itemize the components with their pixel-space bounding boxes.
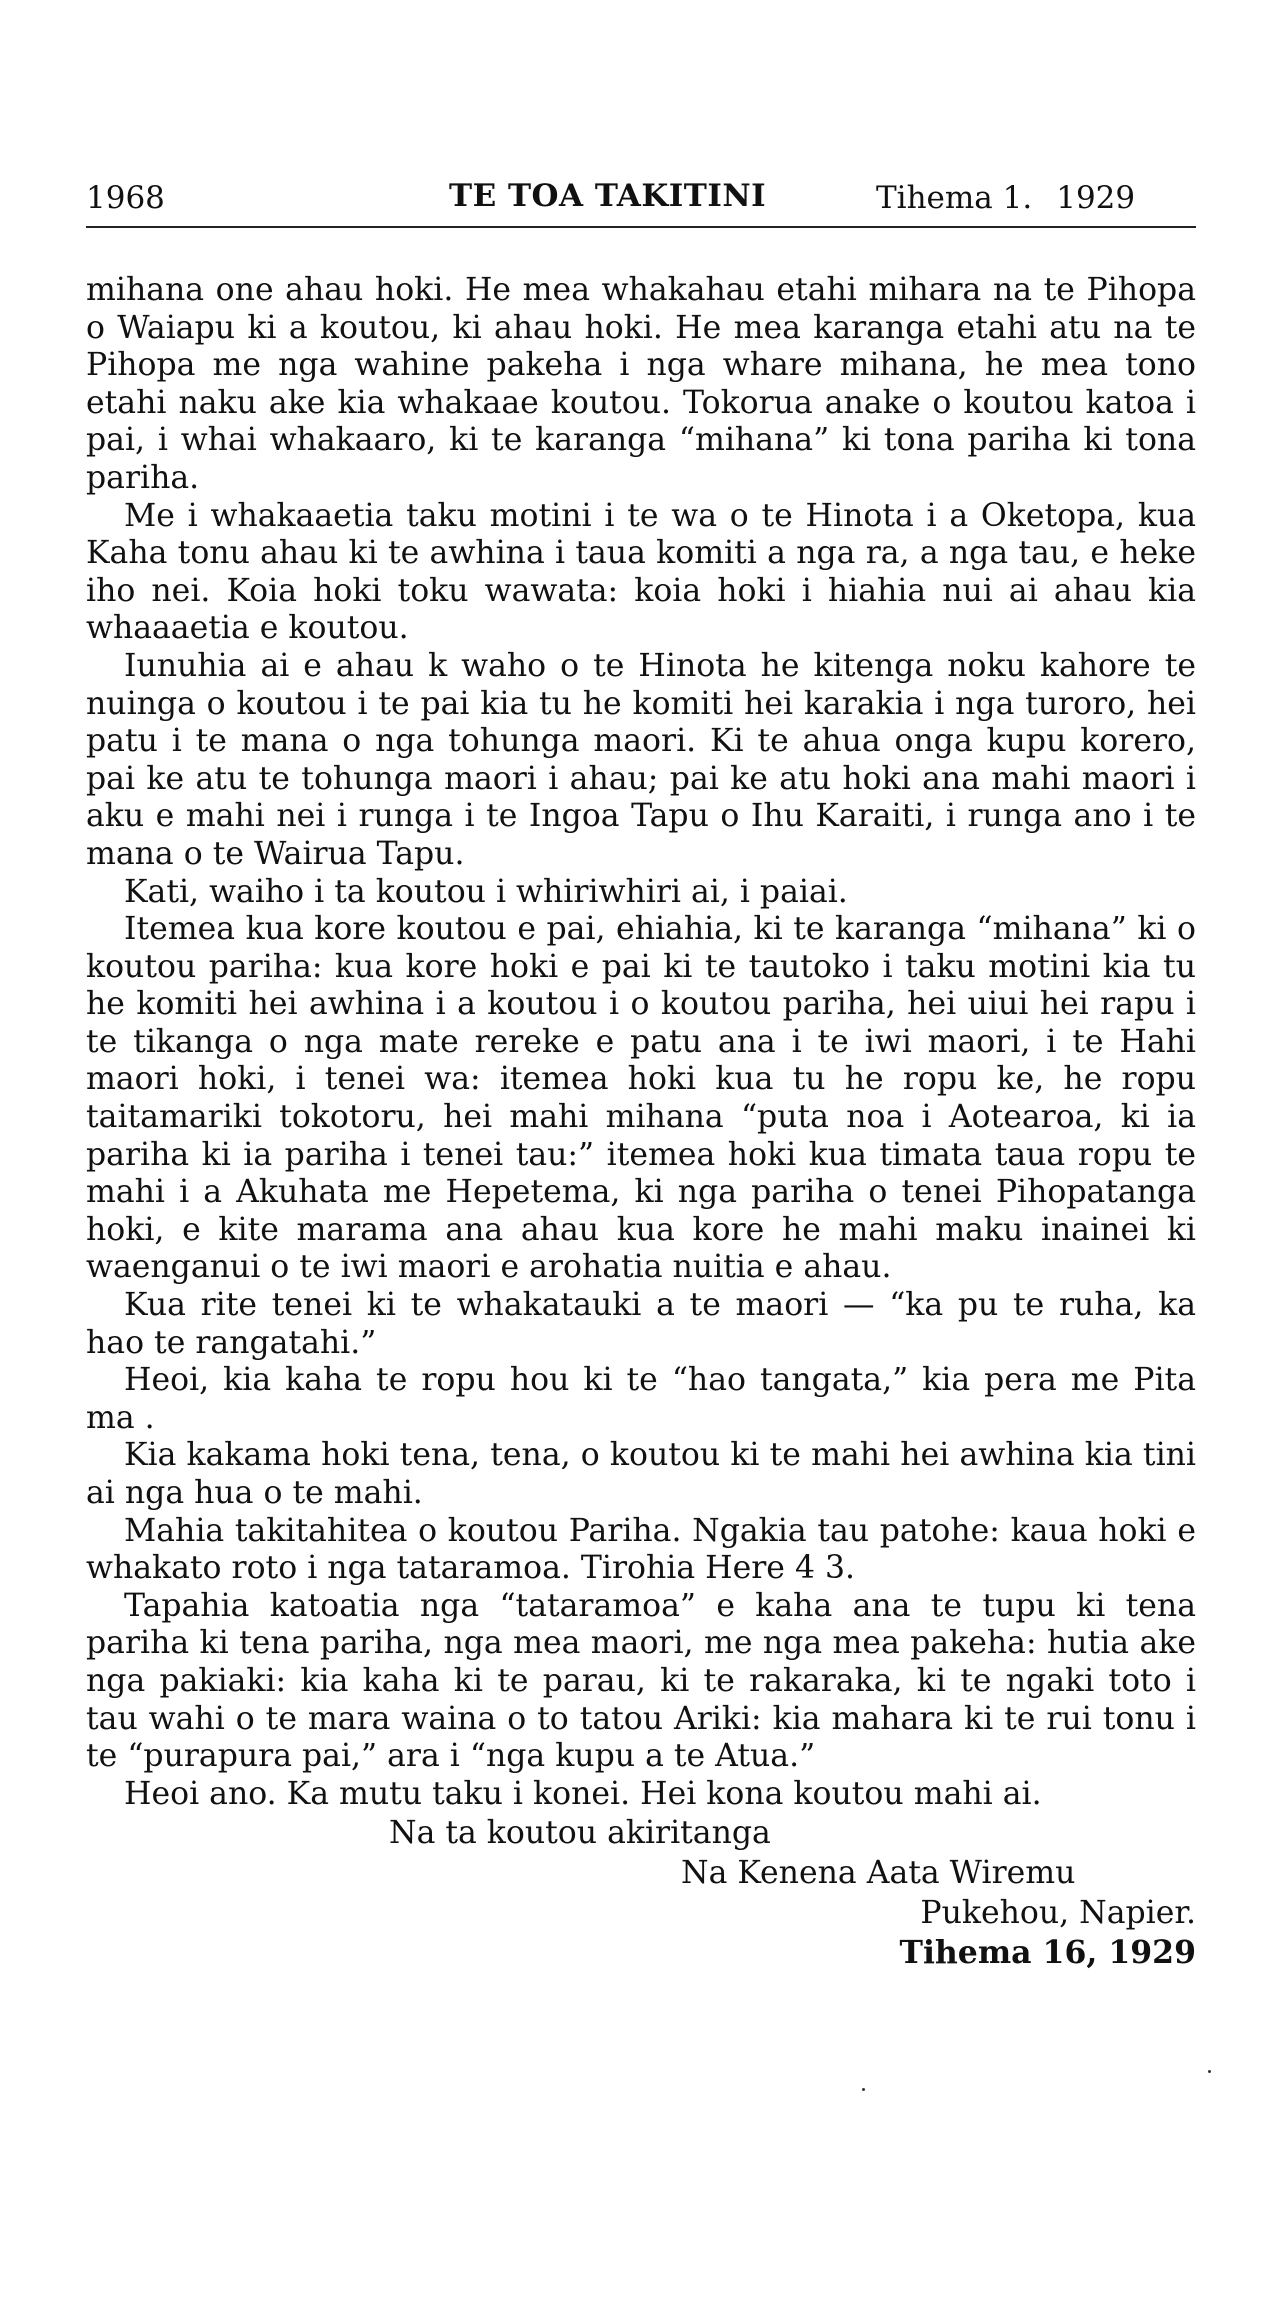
article-body [86, 272, 1196, 1813]
paragraph: Me i whakaaetia taku motini i te wa o te Hinota i a Oketopa, kua Kaha tonu ahau ki te awhina i taua komiti a nga ra, a nga tau, e heke iho nei. Koia hoki toku wawata: koia hoki i hiahia nui ai ahau kia whaaaetia e koutou. [86, 497, 1196, 647]
header-rule [86, 226, 1196, 228]
issue-date [876, 178, 1135, 218]
print-speck [1208, 2070, 1211, 2073]
issue-year: 1929 [1056, 180, 1136, 216]
page-header [86, 170, 1196, 224]
document-page [86, 170, 1196, 1973]
paragraph: Kia kakama hoki tena, tena, o koutou ki te mahi hei awhina kia tini ai nga hua o te mahi. [86, 1437, 1196, 1511]
page-number: 1968 [86, 180, 165, 216]
paragraph: Iunuhia ai e ahau k waho o te Hinota he kitenga noku kahore te nuinga o koutou i te pai kia tu he komiti hei karakia i nga turoro, hei patu i te mana o nga tohunga maori. Ki te ahua onga kupu korero, pai ke atu te tohunga maori i ahau; pai ke atu hoki ana mahi maori i aku e mahi nei i runga i te Ingoa Tapu o Ihu Karaiti, i runga ano i te mana o te Wairua Tapu. [86, 647, 1196, 872]
paragraph: mihana one ahau hoki. He mea whakahau etahi mihara na te Pihopa o Waiapu ki a koutou, ki ahau hoki. He mea karanga etahi atu na te Pihopa me nga wahine pakeha i nga whare mihana, he mea tono etahi naku ake kia whakaae koutou. Tokorua anake o koutou katoa i pai, i whai whakaaro, ki te karanga “mihana” ki tona pariha ki tona pariha. [86, 272, 1196, 496]
paragraph: Kua rite tenei ki te whakatauki a te maori — “ka pu te ruha, ka hao te rangatahi.” [86, 1287, 1196, 1361]
signature-date: Tihema 16, 1929 [899, 1934, 1196, 1972]
paragraph: Tapahia katoatia nga “tataramoa” e kaha ana te tupu ki tena pariha ki tena pariha, nga mea maori, me nga mea pakeha: hutia ake nga pakiaki: kia kaha ki te parau, ki te rakaraka, ki te ngaki toto i tau wahi o te mara waina o to tatou Ariki: kia mahara ki te rui tonu i te “purapura pai,” ara i “nga kupu a te Atua.” [86, 1587, 1196, 1775]
author-name: Na Kenena Aata Wiremu [681, 1855, 1076, 1892]
signature-block [86, 1813, 1196, 1973]
paragraph: Heoi, kia kaha te ropu hou ki te “hao tangata,” kia pera me Pita ma . [86, 1362, 1196, 1436]
paragraph: Itemea kua kore koutou e pai, ehiahia, ki te karanga “mihana” ki o koutou pariha: kua kore hoki e pai ki te tautoko i taku motini kia tu he komiti hei awhina i a koutou i o koutou pariha, hei uiui hei rapu i te tikanga o nga mate rereke e patu ana i te iwi maori, i te Hahi maori hoki, i tenei wa: itemea hoki kua tu he ropu ke, he ropu taitamariki tokotoru, hei mahi mihana “puta noa i Aotearoa, ki ia pariha ki ia pariha i tenei tau:” itemea hoki kua timata taua ropu te mahi i a Akuhata me Hepetema, ki nga pariha o tenei Pihopatanga hoki, e kite marama ana ahau kua kore he mahi maku inainei ki waenganui o te iwi maori e arohatia nuitia e ahau. [86, 911, 1196, 1286]
closing-line: Na ta koutou akiritanga [389, 1815, 771, 1852]
author-place: Pukehou, Napier. [920, 1895, 1196, 1932]
paragraph: Kati, waiho i ta koutou i whiriwhiri ai, i paiai. [124, 873, 848, 910]
issue-month: Tihema 1. [876, 180, 1033, 216]
paragraph: Mahia takitahitea o koutou Pariha. Ngakia tau patohe: kaua hoki e whakato roto i nga tataramoa. Tirohia Here 4 3. [86, 1512, 1196, 1587]
paragraph: Heoi ano. Ka mutu taku i konei. Hei kona koutou mahi ai. [124, 1775, 1042, 1812]
print-speck [862, 2088, 865, 2091]
journal-title: TE TOA TAKITINI [449, 178, 767, 214]
